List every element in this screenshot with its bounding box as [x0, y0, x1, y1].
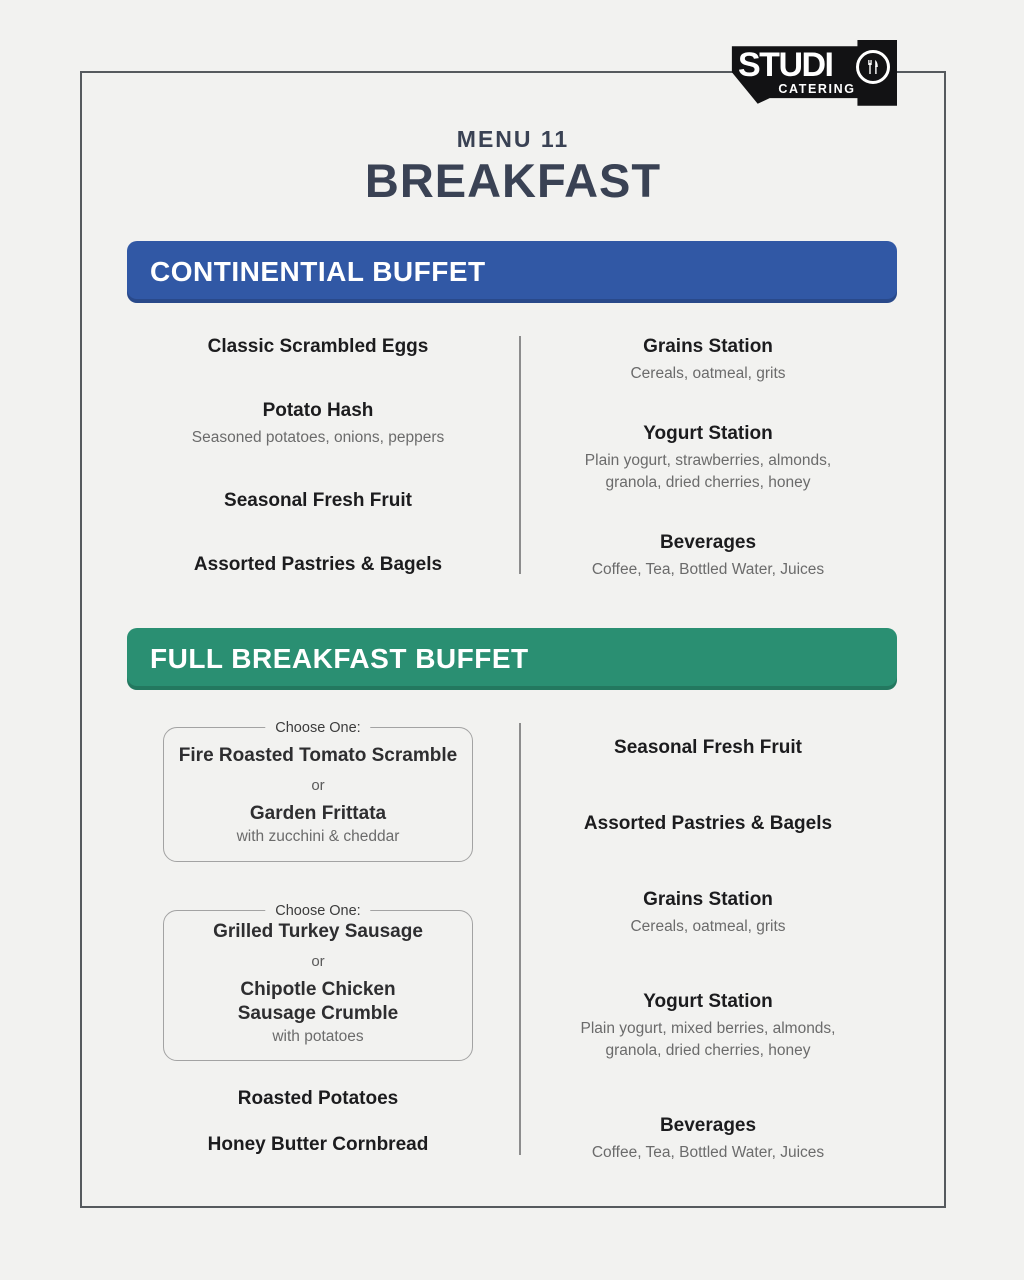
menu-item	[584, 812, 832, 836]
menu-item	[192, 399, 445, 449]
menu-number: MENU 11	[456, 126, 570, 152]
continental-buffet-title: CONTINENTIAL BUFFET	[150, 256, 486, 287]
logo-wordmark: STUDI	[738, 46, 833, 84]
menu-item	[224, 489, 412, 513]
fork-knife-icon	[856, 50, 890, 84]
menu-item	[630, 335, 785, 385]
menu-item	[117, 1087, 519, 1111]
page-title: BREAKFAST	[364, 154, 662, 207]
or-text: or	[311, 777, 325, 794]
continental-left-column	[117, 335, 519, 577]
menu-item-desc: Coffee, Tea, Bottled Water, Juices	[591, 1144, 825, 1161]
choice-option-desc: with potatoes	[272, 1028, 364, 1045]
menu-item-desc: Cereals, oatmeal, grits	[630, 918, 786, 935]
full-breakfast-right-column	[538, 736, 878, 1164]
menu-item-name: Roasted Potatoes	[237, 1088, 399, 1109]
menu-item-name: Potato Hash	[262, 400, 374, 421]
menu-item-name: Grains Station	[643, 336, 773, 357]
menu-item-name: Seasonal Fresh Fruit	[224, 490, 412, 511]
menu-item-name: Yogurt Station	[643, 991, 773, 1012]
full-breakfast-buffet-title: FULL BREAKFAST BUFFET	[150, 643, 529, 674]
continental-buffet-banner	[127, 241, 897, 303]
menu-item-desc: Plain yogurt, mixed berries, almonds, granola, dried cherries, honey	[580, 1020, 836, 1059]
menu-item	[194, 553, 442, 577]
column-divider	[519, 723, 521, 1155]
menu-item-desc: Coffee, Tea, Bottled Water, Juices	[591, 561, 825, 578]
menu-item	[592, 531, 824, 581]
column-divider	[519, 336, 521, 574]
studio-catering-logo	[725, 40, 897, 110]
or-text: or	[311, 953, 325, 970]
choose-one-label: Choose One:	[265, 719, 370, 737]
choice-option: Grilled Turkey Sausage	[213, 921, 423, 942]
menu-item	[562, 422, 854, 494]
choice-option: Garden Frittata	[249, 803, 387, 824]
menu-item-name: Classic Scrambled Eggs	[207, 336, 429, 357]
continental-right-column	[538, 335, 878, 581]
menu-item-name: Assorted Pastries & Bagels	[193, 554, 443, 575]
menu-item	[117, 1133, 519, 1157]
menu-item-name: Yogurt Station	[643, 423, 773, 444]
menu-item	[614, 736, 802, 760]
choice-option: Fire Roasted Tomato Scramble	[178, 745, 458, 766]
menu-item	[630, 888, 785, 938]
choice-option-desc: with zucchini & cheddar	[236, 828, 400, 845]
choose-one-box	[163, 903, 473, 1061]
menu-item-name: Honey Butter Cornbread	[207, 1134, 429, 1155]
choose-one-label: Choose One:	[265, 902, 370, 920]
menu-item-desc: Seasoned potatoes, onions, peppers	[191, 429, 445, 446]
choice-option: Chipotle Chicken Sausage Crumble	[237, 979, 399, 1024]
menu-item-name: Seasonal Fresh Fruit	[614, 737, 802, 758]
logo-subtitle: CATERING	[778, 82, 856, 96]
menu-item-name: Beverages	[659, 532, 757, 553]
menu-item	[592, 1114, 824, 1164]
menu-item-desc: Cereals, oatmeal, grits	[630, 365, 786, 382]
choose-one-box	[163, 720, 473, 862]
menu-item-name: Grains Station	[643, 889, 773, 910]
menu-item	[562, 990, 854, 1062]
menu-item-desc: Plain yogurt, strawberries, almonds, granola, dried cherries, honey	[584, 452, 832, 491]
fork-knife-glyph	[864, 58, 882, 76]
menu-item-name: Beverages	[659, 1115, 757, 1136]
full-breakfast-buffet-banner	[127, 628, 897, 690]
menu-item-name: Assorted Pastries & Bagels	[583, 813, 833, 834]
menu-item	[208, 335, 429, 359]
full-breakfast-left-column	[117, 716, 519, 1157]
